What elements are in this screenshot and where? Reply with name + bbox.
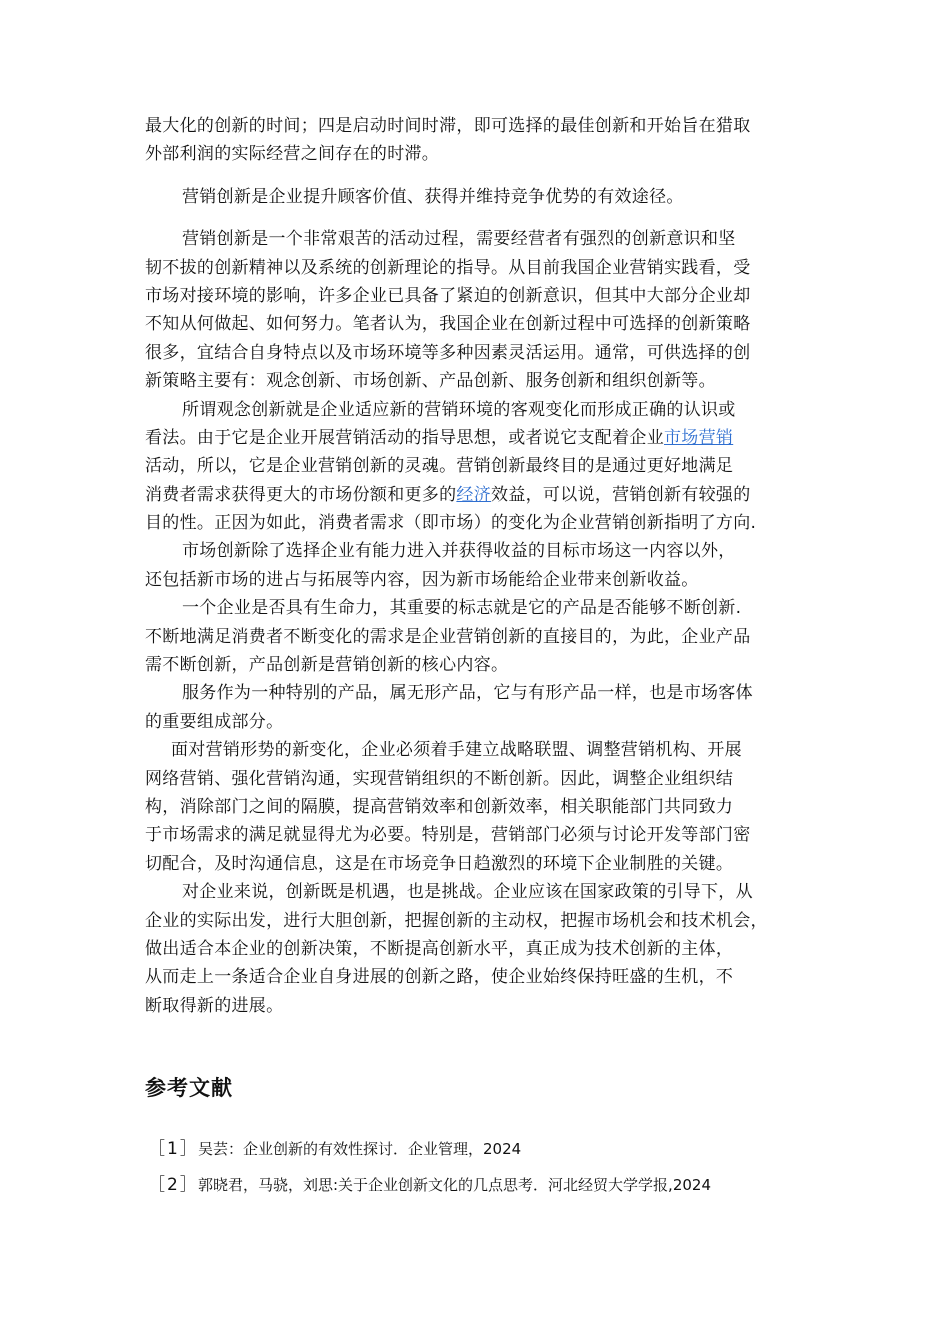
text-line: 于市场需求的满足就显得尤为必要。特别是，营销部门必须与讨论开发等部门密 xyxy=(145,825,751,846)
text-line: 最大化的创新的时间；四是启动时间时滞，即可选择的最佳创新和开始旨在猎取 xyxy=(145,116,751,136)
text-line: 网络营销、强化营销沟通，实现营销组织的不断创新。因此，调整企业组织结 xyxy=(145,768,734,789)
text-line: 还包括新市场的进占与拓展等内容，因为新市场能给企业带来创新收益。 xyxy=(145,569,699,590)
link-marketing[interactable]: 市场营销 xyxy=(664,427,734,448)
text-line: 目的性。正因为如此，消费者需求（即市场）的变化为企业营销创新指明了方向. xyxy=(145,513,757,534)
text-line: 外部利润的实际经营之间存在的时滞。 xyxy=(145,144,440,165)
reference-item xyxy=(148,1170,711,1195)
text-line: 做出适合本企业的创新决策，不断提高创新水平，真正成为技术创新的主体， xyxy=(145,938,734,959)
link-economy[interactable]: 经济 xyxy=(456,484,492,505)
text-line: 对企业来说，创新既是机遇，也是挑战。企业应该在国家政策的引导下，从 xyxy=(182,882,753,903)
text-line: 企业的实际出发，进行大胆创新，把握创新的主动权，把握市场机会和技术机会， xyxy=(145,910,768,931)
text-line: 营销创新是一个非常艰苦的活动过程，需要经营者有强烈的创新意识和坚 xyxy=(182,229,736,250)
text-line: 切配合，及时沟通信息，这是在市场竞争日趋激烈的环境下企业制胜的关键。 xyxy=(145,853,734,874)
reference-number: ［2］ xyxy=(148,1175,199,1195)
paragraph xyxy=(145,594,813,679)
body-text xyxy=(145,112,813,1020)
paragraph xyxy=(145,183,813,211)
references-title: 参考文献 xyxy=(145,1076,233,1100)
paragraph-continuation xyxy=(145,112,813,169)
paragraph xyxy=(145,537,813,594)
text-line: 断取得新的进展。 xyxy=(145,995,284,1016)
paragraph xyxy=(145,225,813,395)
text-line xyxy=(145,481,813,509)
text-line: 需不断创新，产品创新是营销创新的核心内容。 xyxy=(145,655,509,676)
paragraph xyxy=(145,736,813,878)
text-line: 很多，宜结合自身特点以及市场环境等多种因素灵活运用。通常，可供选择的创 xyxy=(145,342,751,363)
text-line xyxy=(145,424,813,452)
text-segment: 效益，可以说，营销创新有较强的 xyxy=(491,484,751,505)
text-line: 新策略主要有：观念创新、市场创新、产品创新、服务创新和组织创新等。 xyxy=(145,371,716,392)
text-line: 从而走上一条适合企业自身进展的创新之路，使企业始终保持旺盛的生机，不 xyxy=(145,967,734,988)
text-segment: 消费者需求获得更大的市场份额和更多的 xyxy=(145,484,457,505)
paragraph xyxy=(145,396,813,538)
text-line: 的重要组成部分。 xyxy=(145,711,284,732)
text-line: 构，消除部门之间的隔膜，提高营销效率和创新效率，相关职能部门共同致力 xyxy=(145,796,734,817)
reference-text: 郭晓君，马骁，刘思:关于企业创新文化的几点思考．河北经贸大学学报,2024 xyxy=(198,1176,711,1194)
text-line: 市场创新除了选择企业有能力进入并获得收益的目标市场这一内容以外， xyxy=(182,541,736,562)
paragraph xyxy=(145,878,813,1020)
reference-text: 吴芸：企业创新的有效性探讨．企业管理，2024 xyxy=(198,1140,522,1158)
text-line: 营销创新是企业提升顾客价值、获得并维持竞争优势的有效途径。 xyxy=(182,186,684,207)
paragraph xyxy=(145,679,813,736)
text-line: 不断地满足消费者不断变化的需求是企业营销创新的直接目的，为此，企业产品 xyxy=(145,626,751,647)
text-segment: 看法。由于它是企业开展营销活动的指导思想，或者说它支配着企业 xyxy=(145,427,664,448)
text-line: 所谓观念创新就是企业适应新的营销环境的客观变化而形成正确的认识或 xyxy=(182,399,736,420)
text-line: 活动，所以，它是企业营销创新的灵魂。营销创新最终目的是通过更好地满足 xyxy=(145,456,734,477)
text-line: 面对营销形势的新变化，企业必须着手建立战略联盟、调整营销机构、开展 xyxy=(171,740,742,761)
text-line: 韧不拔的创新精神以及系统的创新理论的指导。从目前我国企业营销实践看，受 xyxy=(145,257,751,278)
text-line: 不知从何做起、如何努力。笔者认为，我国企业在创新过程中可选择的创新策略 xyxy=(145,314,751,335)
text-line: 市场对接环境的影响，许多企业已具备了紧迫的创新意识，但其中大部分企业却 xyxy=(145,285,751,306)
text-line: 服务作为一种特别的产品，属无形产品，它与有形产品一样，也是市场客体 xyxy=(182,683,753,704)
reference-item xyxy=(148,1134,521,1159)
reference-number: ［1］ xyxy=(148,1139,199,1159)
text-line: 一个企业是否具有生命力，其重要的标志就是它的产品是否能够不断创新. xyxy=(182,598,742,619)
